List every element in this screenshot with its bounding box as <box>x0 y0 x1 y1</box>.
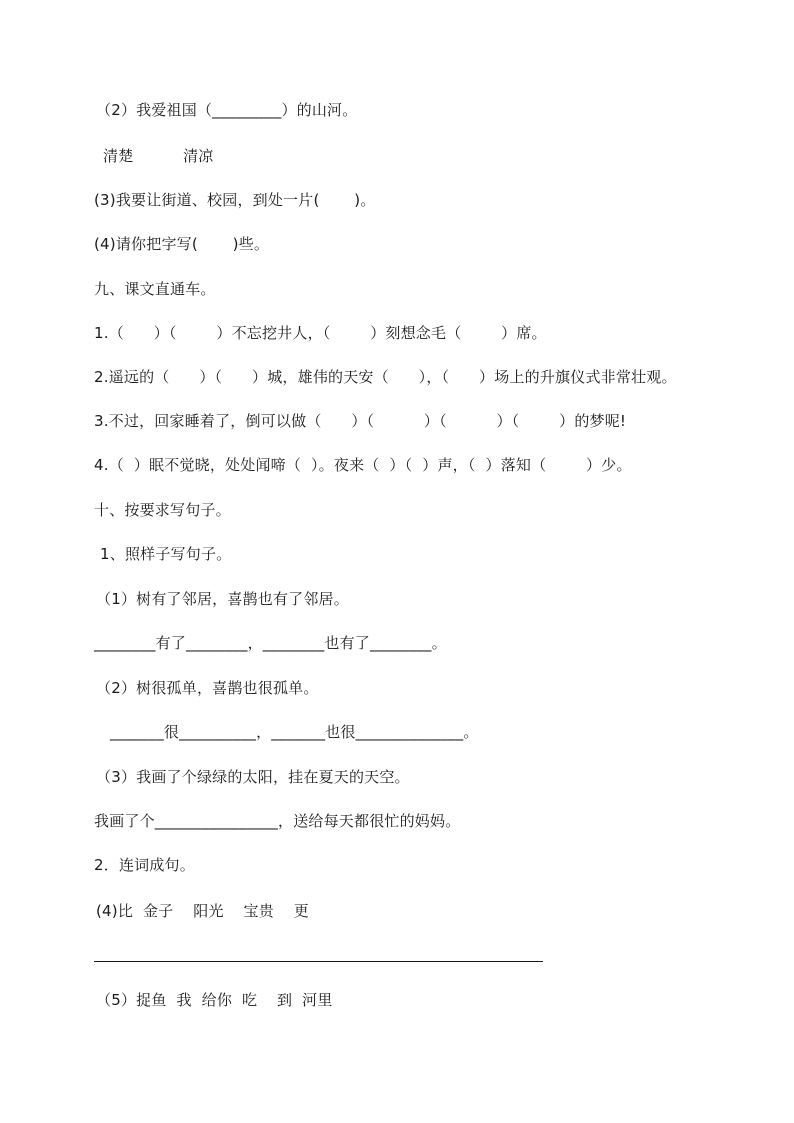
answer-line <box>94 961 543 962</box>
sub-heading-imitate: 1、照样子写句子。 <box>100 545 232 563</box>
word-order-item-5: （5）捉鱼 我 给你 吃 到 河里 <box>96 991 333 1009</box>
answer-template-2: _______很__________，_______也很______________。 <box>110 723 479 741</box>
example-sentence-2: （2）树很孤单，喜鹊也很孤单。 <box>96 679 319 697</box>
section-heading-nine: 九、课文直通车。 <box>94 280 216 298</box>
section-heading-ten: 十、按要求写句子。 <box>94 501 231 519</box>
example-sentence-3: （3）我画了个绿绿的太阳，挂在夏天的天空。 <box>96 768 410 786</box>
sub-heading-word-order: 2．连词成句。 <box>94 856 195 874</box>
word-order-item-4: (4)比 金子 阳光 宝贵 更 <box>96 902 310 920</box>
text-fill-item-4: 4.（ ）眠不觉晓，处处闻啼（ ）。夜来（ ）（ ）声，（ ）落知（ ）少。 <box>94 456 632 474</box>
answer-template-1: ________有了________，________也有了________。 <box>94 634 447 652</box>
question-line-3-streets: (3)我要让街道、校园，到处一片( )。 <box>94 191 376 209</box>
question-line-4-writing: (4)请你把字写( )些。 <box>94 235 270 253</box>
text-fill-item-3: 3.不过，回家睡着了，倒可以做（ ）（ ）（ ）（ ）的梦呢! <box>94 412 627 430</box>
text-fill-item-2: 2.遥远的（ ）（ ）城，雄伟的天安（ ），（ ）场上的升旗仪式非常壮观。 <box>94 368 677 386</box>
answer-template-3: 我画了个________________，送给每天都很忙的妈妈。 <box>94 812 461 830</box>
question-line-2-love-motherland: （2）我爱祖国（_________）的山河。 <box>96 101 358 119</box>
text-fill-item-1: 1.（ ）（ ）不忘挖井人，（ ）刻想念毛（ ）席。 <box>94 324 547 342</box>
example-sentence-1: （1）树有了邻居，喜鹊也有了邻居。 <box>96 590 349 608</box>
word-choice-options: 清楚 清凉 <box>103 147 214 165</box>
